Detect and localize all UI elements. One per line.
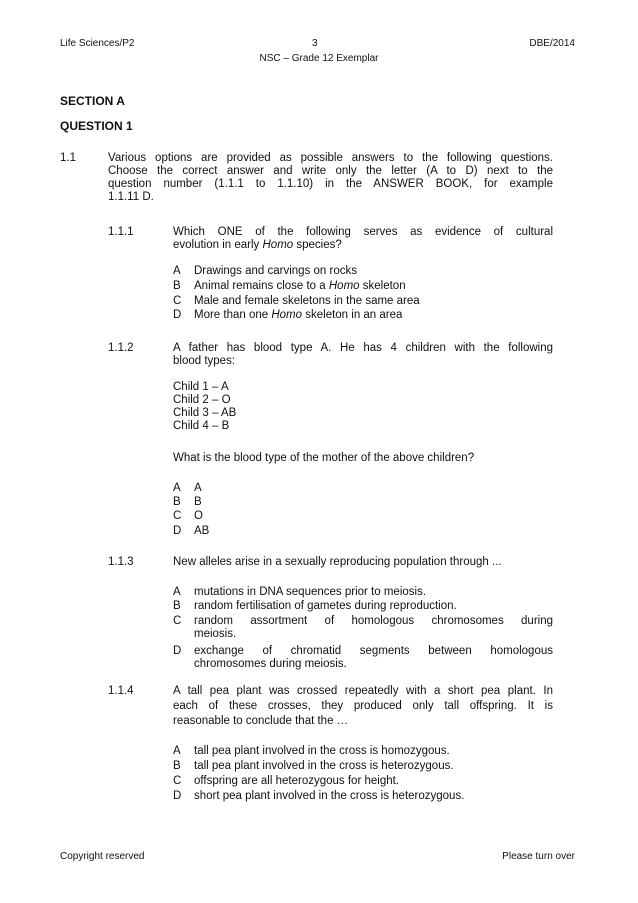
q114-option: A tall pea plant involved in the cross is homozygous. <box>173 745 450 757</box>
q111-option: A Drawings and carvings on rocks <box>173 265 357 277</box>
q11-line: question number (1.1.1 to 1.1.10) in the ANSWER BOOK, for example <box>108 178 553 190</box>
header-subject: Life Sciences/P2 <box>60 38 135 49</box>
q111-line: Which ONE of the following serves as evidence of cultural <box>173 226 553 238</box>
q113-option: C random assortment of homologous chromosomes during meiosis. <box>173 615 553 640</box>
q111-option: B Animal remains close to a Homo skeleton <box>173 280 406 292</box>
q111-line: evolution in early Homo species? <box>173 239 342 251</box>
q112-line: blood types: <box>173 355 236 367</box>
footer-copyright: Copyright reserved <box>60 851 145 862</box>
section-title: SECTION A <box>60 94 125 108</box>
q113-option: A mutations in DNA sequences prior to meiosis. <box>173 586 427 598</box>
q11-line: 1.1.11 D. <box>108 191 154 203</box>
q112-child: Child 2 – O <box>173 394 231 406</box>
header-dbe: DBE/2014 <box>529 38 575 49</box>
q111-number: 1.1.1 <box>108 226 134 238</box>
q114-line: each of these crosses, they produced only tall offspring. It is <box>173 700 553 712</box>
q11-line: Various options are provided as possible answers to the following questions. <box>108 152 553 164</box>
q112-stem <box>173 342 553 368</box>
q112-question: What is the blood type of the mother of the above children? <box>173 452 475 464</box>
q112-option: B B <box>173 496 202 508</box>
q114-option: D short pea plant involved in the cross is heterozygous. <box>173 790 465 802</box>
question-title: QUESTION 1 <box>60 119 133 133</box>
q114-option: C offspring are all heterozygous for height. <box>173 775 399 787</box>
q11-line: Choose the correct answer and write only the letter (A to D) next to the <box>108 165 553 177</box>
q113-stem: New alleles arise in a sexually reproducing population through ... <box>173 556 502 568</box>
q111-stem <box>173 226 553 252</box>
q112-child: Child 3 – AB <box>173 407 237 419</box>
q112-child: Child 1 – A <box>173 381 229 393</box>
q114-number: 1.1.4 <box>108 685 134 697</box>
q112-option: A A <box>173 482 202 494</box>
q114-line: A tall pea plant was crossed repeatedly with a short pea plant. In <box>173 685 553 697</box>
q114-line: reasonable to conclude that the … <box>173 715 349 727</box>
q112-option: D AB <box>173 525 210 537</box>
q113-option: B random fertilisation of gametes during reproduction. <box>173 600 457 612</box>
q114-option: B tall pea plant involved in the cross is heterozygous. <box>173 760 454 772</box>
q112-child: Child 4 – B <box>173 420 230 432</box>
q113-option: D exchange of chromatid segments between homologous chromosomes during meiosis. <box>173 645 553 670</box>
q11-number: 1.1 <box>60 152 76 164</box>
q113-number: 1.1.3 <box>108 556 134 568</box>
q112-line: A father has blood type A. He has 4 children with the following <box>173 342 553 354</box>
footer-turn-over: Please turn over <box>502 851 575 862</box>
q112-option: C O <box>173 510 203 522</box>
header-exam: NSC – Grade 12 Exemplar <box>259 53 379 64</box>
q112-number: 1.1.2 <box>108 342 134 354</box>
q114-stem <box>173 685 553 728</box>
q111-option: D More than one Homo skeleton in an area <box>173 309 403 321</box>
q11-instructions <box>108 152 553 204</box>
header-page-number: 3 <box>312 38 318 49</box>
q111-option: C Male and female skeletons in the same area <box>173 295 420 307</box>
